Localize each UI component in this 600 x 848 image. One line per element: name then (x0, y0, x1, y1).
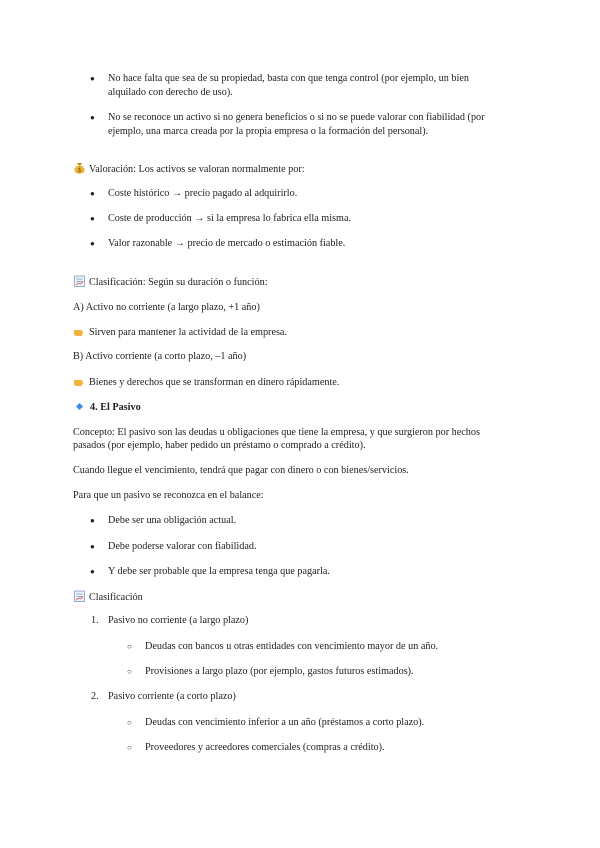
clasificacion-heading-text: Clasificación: Según su duración o función: (89, 277, 268, 288)
note-text: Sirven para mantener la actividad de la empresa. (89, 327, 287, 338)
pointing-hand-icon (73, 325, 86, 337)
note-text: Bienes y derechos que se transforman en dinero rápidamente. (89, 377, 340, 388)
clipboard-icon (73, 275, 86, 287)
section-title-text: 4. El Pasivo (90, 402, 141, 413)
bullet-icon: ● (90, 542, 95, 551)
list-item: Valor razonable → precio de mercado o estimación fiable. (108, 238, 346, 249)
hollow-bullet-icon: ○ (127, 743, 132, 752)
bullet-icon: ● (90, 74, 95, 83)
paragraph-line: ejemplo, una marca creada por la propia empresa o la formación del personal). (108, 126, 429, 137)
sublist-item: Deudas con vencimiento inferior a un año (préstamos a corto plazo). (145, 717, 425, 728)
pointing-hand-icon (73, 375, 86, 387)
bullet-icon: ● (90, 189, 95, 198)
paragraph-line: Concepto: El pasivo son las deudas u obligaciones que tiene la empresa, y que surgieron por hechos (73, 427, 480, 438)
hollow-bullet-icon: ○ (127, 667, 132, 676)
bullet-icon: ● (90, 214, 95, 223)
list-item: Coste de producción → si la empresa lo fabrica ella misma. (108, 213, 352, 224)
bullet-icon: ● (90, 113, 95, 122)
list-item: Debe poderse valorar con fiabilidad. (108, 541, 257, 552)
clasificacion-pasivo-heading (73, 590, 143, 604)
clasificacion-heading (73, 275, 268, 289)
sublist-item: Proveedores y acreedores comerciales (compras a crédito). (145, 742, 385, 753)
list-item: Y debe ser probable que la empresa tenga que pagarla. (108, 566, 330, 577)
activo-corriente-note (73, 375, 339, 389)
bullet-icon: ● (90, 516, 95, 525)
numbered-item: Pasivo corriente (a corto plazo) (108, 691, 236, 702)
hollow-bullet-icon: ○ (127, 642, 132, 651)
list-number: 1. (91, 615, 99, 626)
clasificacion-pasivo-heading-text: Clasificación (89, 592, 143, 603)
blue-diamond-icon (76, 403, 83, 410)
valoracion-heading (73, 162, 305, 176)
hollow-bullet-icon: ○ (127, 718, 132, 727)
activo-no-corriente-note (73, 325, 287, 339)
bullet-icon: ● (90, 239, 95, 248)
paragraph-line: No hace falta que sea de su propiedad, basta con que tenga control (por ejemplo, un bien (108, 73, 469, 84)
list-item: Coste histórico → precio pagado al adquirirlo. (108, 188, 298, 199)
list-item: Debe ser una obligación actual. (108, 515, 237, 526)
list-number: 2. (91, 691, 99, 702)
section-title (77, 401, 141, 414)
clipboard-icon (73, 590, 86, 602)
paragraph-line: alquilado con derecho de uso). (108, 87, 233, 98)
paragraph-line: pasados (por ejemplo, haber pedido un préstamo o comprado a crédito). (73, 440, 366, 451)
paragraph-line: No se reconoce un activo si no genera beneficios o si no se puede valorar con fiabilidad (por (108, 112, 485, 123)
paragraph-line: Cuando llegue el vencimiento, tendrá que pagar con dinero o con bienes/servicios. (73, 465, 409, 476)
valoracion-heading-text: Valoración: Los activos se valoran normalmente por: (89, 164, 305, 175)
money-bag-icon (73, 162, 86, 174)
sublist-item: Provisiones a largo plazo (por ejemplo, gastos futuros estimados). (145, 666, 414, 677)
activo-corriente: B) Activo corriente (a corto plazo, –1 año) (73, 351, 247, 362)
paragraph-line: Para que un pasivo se reconozca en el balance: (73, 490, 264, 501)
svg-text:$: $ (77, 167, 82, 174)
bullet-icon: ● (90, 567, 95, 576)
numbered-item: Pasivo no corriente (a largo plazo) (108, 615, 249, 626)
activo-no-corriente: A) Activo no corriente (a largo plazo, +1 año) (73, 302, 260, 313)
sublist-item: Deudas con bancos u otras entidades con vencimiento mayor de un año. (145, 641, 439, 652)
